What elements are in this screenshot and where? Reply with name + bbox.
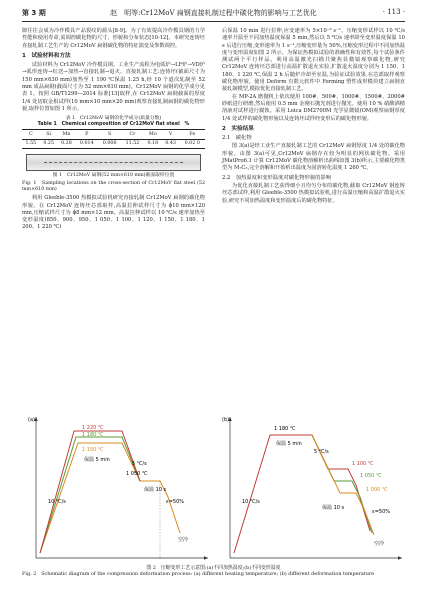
table-header-cell: Mn [62,131,71,137]
table-cell: 0.28 [61,141,72,147]
curve-1100 [234,435,370,553]
table-cell: 0.02 0 [184,141,200,147]
deform-temp-label: 1 050 ℃ [126,471,148,477]
subsection-heading: 2.1 碳化物 [222,135,252,142]
table-title-en: Table 1 Chemical composition of Cr12MoV flat steel % [37,122,190,128]
table-cell: 0.014 [79,141,94,147]
strain-label: ε=50% [166,499,185,505]
table-caption [22,116,205,128]
table-header-cell: Cr [129,131,136,137]
paragraph: 试验材料为 Cr12MoV 冷作模具钢。工业生产流程为电弧炉→LF炉→VD炉→弧形连铸→红送→加热→直接轧制→退火。直接轧制工艺:连铸坯(截面尺寸为 150 mm×630 mm)加热至 1 190 ℃保温 1.25 h,经 10 个道次轧制至 52 mm 成品扁钢(截面尺寸为 52 mm×610 mm)。Cr12MoV 扁钢的化学成分见表 1。按照 GB/T1299—2014 标准[13]取样,在 Cr12MoV 扁钢截面的厚度 1/4 处切取金相试样(10 mm×10 mm×20 mm)观察直接轧制扁钢的碳化物形貌,取样位置如图 1 所示。 [22,62,205,112]
rate-label: 10 ℃/s [48,499,66,505]
table-cell: 0.006 [102,141,117,147]
table-cell: 11.52 [125,141,140,147]
axis-arrow [398,556,402,560]
curve-1150 [40,443,180,553]
panel-b [222,417,402,560]
axis-arrow [204,556,208,560]
air-cool-label: 空冷 [178,537,189,543]
running-title: 赵 明等:Cr12MoV 扁钢直接轧制过程中碳化物的影响与工艺优化 [110,9,317,17]
temp-label: 1 150 ℃ [82,447,104,453]
left-column [22,28,205,232]
table-header-cell: Fe [189,131,196,137]
cool-label: 5 ℃/s [314,449,329,455]
table-row [22,139,205,148]
figure1-caption-en: Fig. 1 Sampling locations on the cross-section of Cr12MoV flat steel (52 mm×610 mm) [22,181,205,193]
table-header-cell: V [168,131,173,137]
temp-label: 1 220 ℃ [82,425,104,431]
subsection-heading: 2.2 加热温度和变形温度对碳化物形貌的影响 [222,174,332,181]
rate-label: 10 ℃/s [242,499,260,505]
table-cell: 0.25 [43,141,55,147]
table-header-cell: Si [46,131,52,137]
curve-1180 [40,437,140,553]
figure2-caption [22,565,405,578]
page-number: · 113 · [382,8,405,16]
issue-number: 第 3 期 [22,9,46,17]
section-heading: 1 试验材料和方法 [22,52,71,59]
temp-label: 1 180 ℃ [82,432,104,438]
table-header-row [22,130,205,139]
sampling-figure [26,154,201,171]
right-column [222,28,405,205]
paragraph: 在 MP-2A 磨抛机上依次使用 100#、500#、1000#、1500#、2000# 砂纸进行研磨,然后使用 0.5 mm 金刚石抛光剂进行抛光。使用 10 % 硝酸酒精溶液对试样进行腐蚀。采用 Leica DM2700M 光学显微镜(OM)观察扁钢厚度 1/4 处试样的碳化物形貌以及连铸坯试样经变形后的碳化物形貌。 [222,93,405,122]
panel-a-label: (a) [28,417,35,423]
section-heading: 2 实验结果 [222,125,254,132]
table-cell: 1.55 [25,141,37,147]
figure1-caption-zh: 图 1 Cr12MoV 扁钢(52 mm×610 mm)截面取样位置 [52,173,175,179]
deform-temp-label: 1 100 ℃ [352,461,374,467]
table-title-zh: 表 1 Cr12MoV 扁钢的化学成分(质量分数) [65,116,162,122]
hold-label: 保温 10 s [144,487,167,493]
paragraph: 利用 Gleeble-3500 热模拟试验机研究直接轧制 Cr12MoV 扁钢的碳化物形貌。在 Cr12MoV 连铸坯芯部取样,高温拉伸试样尺寸为 ϕ10 mm×120 mm,压缩试样尺寸为 ϕ8 mm×12 mm。高温拉伸试样以 10 ℃/s 速率加热至变形温度(850、900、950、1 050、1 100、1 120、1 150、1 180、1 200、1 220 ℃) [22,195,205,231]
hold-label: 保温 5 min [276,441,302,447]
panel-a [28,417,208,560]
header-rule [22,21,405,22]
figure2-caption-zh: 图 2 压缩变形工艺示意图:(a)不同加热温度;(b)不同变形温度 [146,565,281,571]
paragraph: 隙往往会成为冷作模具产品裂纹的源头[8-9]。为了有效提高冷作模具钢的力学性能和使用寿命,需调控碳化物的尺寸、形貌和分布状态[10-12]。本研究连铸坯直接轧制工艺生产的 Cr12MoV 扁钢碳化物的特征演变及参数调控。 [22,28,205,49]
paragraph: 图 3(a)是经工业生产直接轧制工艺的 Cr12MoV 扁钢厚度 1/4 处的碳化物形貌。由图 3(a)可见,Cr12MoV 扁钢存在较为明显的网状碳化物。采用 JMatPro6.1 计算 Cr12MoV 碳化物溶解析出曲线如图 3(b)所示,主要碳化物类型为 M₇C₃,完全溶解和开始析出温度为固溶转化温度 1 260 ℃。 [222,143,405,172]
cool-label: 5 ℃/s [132,461,147,467]
strain-label: ε=50% [372,509,391,515]
figure2-caption-en: Fig. 2 Schematic diagram of the compression deformation process: (a) different heating temperature; (b) different deformation temperature [22,571,375,578]
table-header-cell: Mo [148,131,157,137]
quarter-thickness-line [44,162,182,163]
table-cell: 0.18 [147,141,159,147]
process-diagrams [22,413,405,563]
panel-b-label: (b) [222,417,230,423]
table-header-cell: P [85,131,89,137]
hold-label: 保温 10 s [322,505,345,511]
composition-table [22,129,205,149]
table-header-cell: C [29,131,33,137]
table-cell: 0.43 [165,141,176,147]
temp-label: 1 180 ℃ [274,426,296,432]
deform-temp-label: 1 050 ℃ [360,473,382,479]
deform-temp-label: 1 000 ℃ [366,487,388,493]
paragraph: 为优化直接轧制工艺获得细小且均匀分布的碳化物,截取 Cr12MoV 钢连铸坯芯部试样,利用 Gleeble-3500 热模拟试验机,进行高温压缩和高温扩散退火实验,研究不同加热温度和变形温度后的碳化物特征。 [222,182,405,204]
paragraph: 后保温 10 min 进行拉伸,应变速率为 5×10⁻³ s⁻¹。压缩变形试样以 10 ℃/s 速率升温至不同加热温度保温 5 min,然后以 5 ℃/s 速率降至变形温度保温 10 s 后进行压缩,变形速率为 1 s⁻¹,压缩变形量为 50%,压缩变形过程中不同加热温度与变形温度如图 2 所示。为保证热模拟试验的准确性和有效性,每个试验条件测试两个平行样品。利用高温激光扫描共聚焦显微镜观察碳化物,研究 Cr12MoV 连铸坯芯部进行高温扩散退火实验,扩散退火温度分别为 1 150、1 180、1 220 ℃,保温 2 h 后随炉冷却至室温,为验证试验效果,在芯部取样观察碳化物形貌。使用 Deform 有限元软件中 Forming 塑性成形模块建立扁钢直接轧制模型,模拟优化直接轧制工艺。 [222,28,405,93]
figure-2 [22,413,405,563]
table-header-cell: S [107,131,112,137]
running-header [22,8,405,20]
air-cool-label: 空冷 [374,541,385,547]
hold-label: 保温 5 min [84,457,110,463]
